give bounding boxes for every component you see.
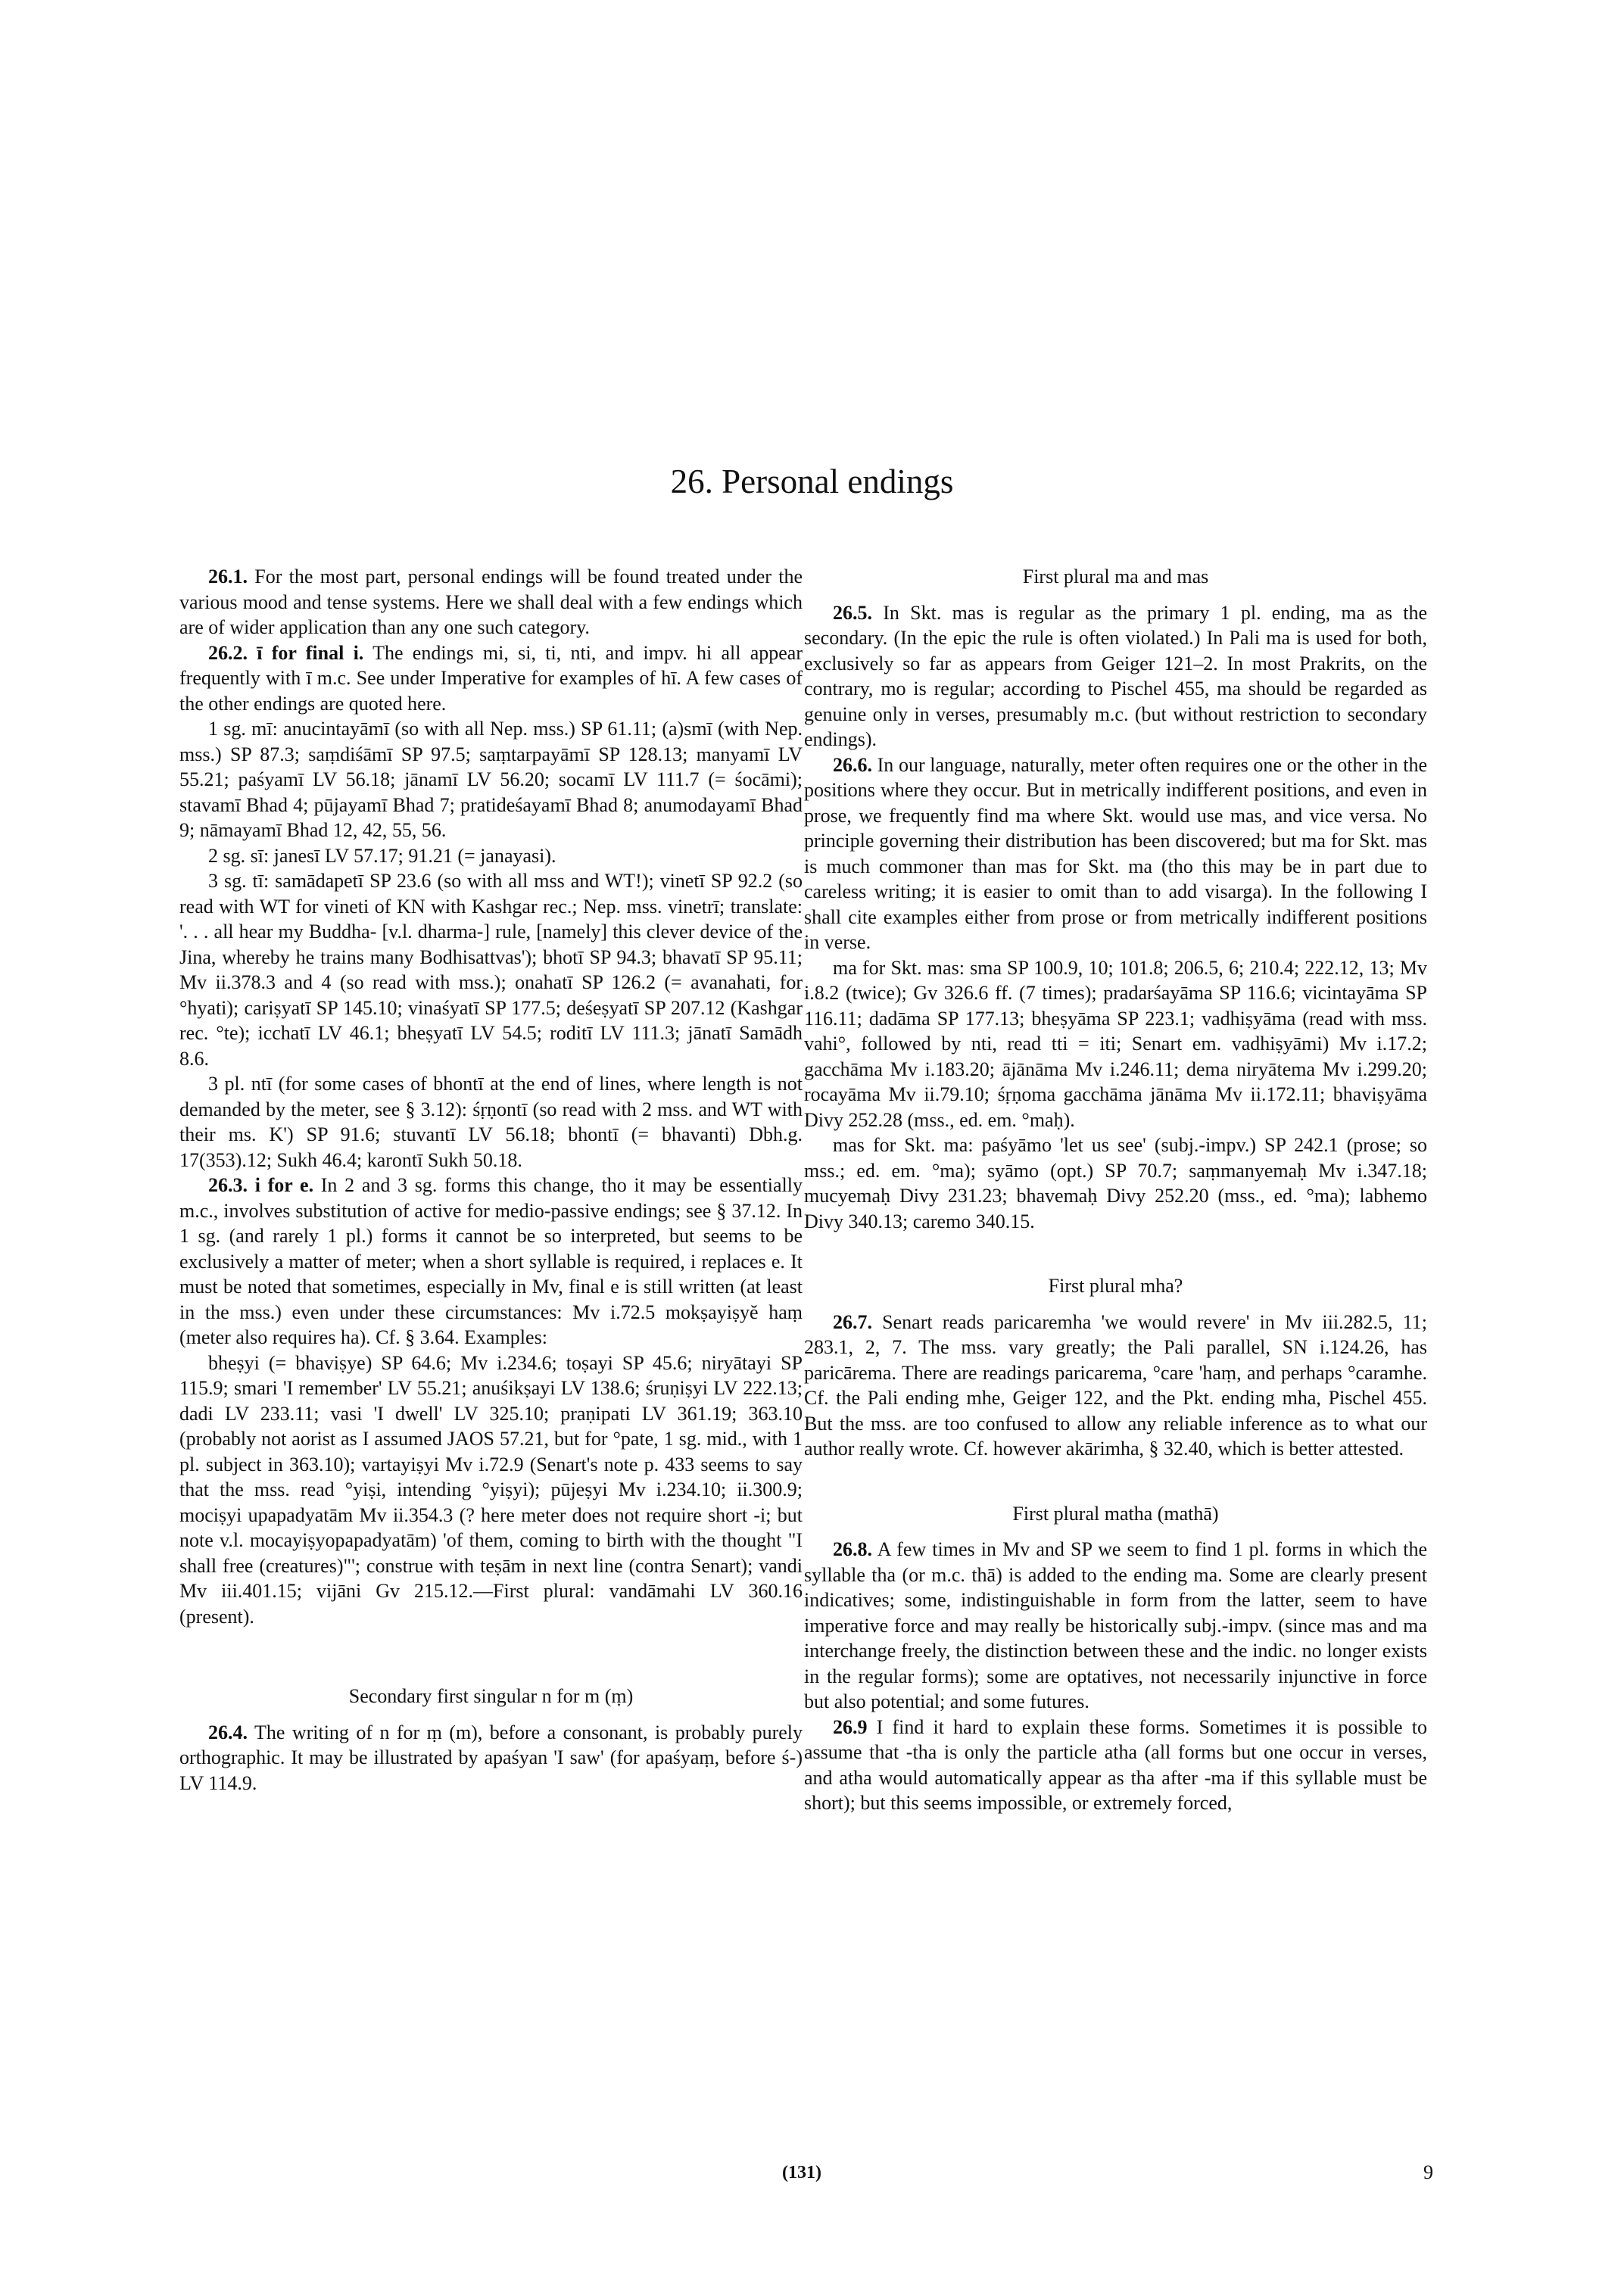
paragraph-text: The endings mi, si, ti, nti, and impv. hi all appear frequently with ī m.c. See under Imperative for examples of hī. A few cases of the other endings are quoted here. [179,641,803,715]
section-number: 26.1. [208,565,248,587]
page-number: (131) [782,2163,821,2182]
examples-mas-for-ma: mas for Skt. ma: paśyāmo 'let us see' (subj.-impv.) SP 242.1 (prose; so mss.; ed. em. °ma); syāmo (opt.) SP 70.7; saṃmanyemaḥ Mv i.347.18; mucyemaḥ Divy 231.23; bhavemaḥ Divy 252.20 (mss., ed. °ma); labhemo Divy 340.13; caremo 340.15. [804,1134,1427,1232]
section-number: 26.8. [833,1538,872,1560]
right-column [804,564,1427,1816]
section-number: 26.7. [833,1310,872,1333]
heading-first-plural-mha: First plural mha? [1048,1275,1183,1297]
paragraph-26-7 [804,1310,1427,1462]
examples-i-for-e: bheṣyi (= bhaviṣye) SP 64.6; Mv i.234.6; toṣayi SP 45.6; niryātayi SP 115.9; smari 'I remember' LV 55.21; anuśikṣayi LV 138.6; śruṇiṣyi LV 222.13; dadi LV 233.11; vasi 'I dwell' LV 325.10; praṇipati LV 361.19; 363.10 (probably not aorist as I assumed JAOS 57.21, but for °pate, 1 sg. mid., with 1 pl. subject in 363.10); vartayiṣyi Mv i.72.9 (Senart's note p. 433 seems to say that the mss. read °yiṣi, intending °yiṣyi); pūjeṣyi Mv i.234.10; ii.300.9; mociṣyi upapadyatām Mv ii.354.3 (? here meter does not require short -i; but note v.l. mocayiṣyopapadyatām) 'of them, coming to birth with the thought "I shall free (creatures)"'; construe with teṣām in next line (contra Senart); vandi Mv iii.401.15; vijāni Gv 215.12.—First plural: vandāmahi LV 360.16 (present). [179,1351,803,1628]
paragraph-26-2 [179,640,803,717]
paragraph-text: The writing of n for ṃ (m), before a consonant, is probably purely orthographic. It may be illustrated by apaśyan 'I saw' (for apaśyaṃ, before ś-) LV 114.9. [179,1721,803,1794]
section-number: 26.3. i for e. [208,1174,314,1196]
heading-first-plural-matha: First plural matha (mathā) [1012,1502,1219,1525]
left-column [179,564,803,1796]
section-number: 26.4. [208,1721,248,1743]
paragraph-26-4 [179,1720,803,1796]
paragraph-text: I find it hard to explain these forms. Sometimes it is possible to assume that -tha is only the particle atha (all forms but one occur in verses, and atha would automatically appear as tha after -ma if this syllable must be short); but this seems impossible, or extremely forced, [804,1715,1427,1814]
paragraph-text: For the most part, personal endings will be found treated under the various mood and tense systems. Here we shall deal with a few endings which are of wider application than any one such category. [179,565,803,638]
paragraph-text: In 2 and 3 sg. forms this change, tho it may be essentially m.c., involves substitution of active for medio-passive endings; see § 37.12. In 1 sg. (and rarely 1 pl.) forms it cannot be so interpreted, but seems to be exclusively a matter of meter; when a short syllable is required, i replaces e. It must be noted that sometimes, especially in Mv, final e is still written (at least in the mss.) even under these circumstances: Mv i.72.5 mokṣayiṣyĕ haṃ (meter also requires ha). Cf. § 3.64. Examples: [179,1174,803,1348]
heading-first-plural-ma-mas: First plural ma and mas [1022,565,1209,587]
heading-secondary-first-singular: Secondary first singular n for m (ṃ) [348,1685,634,1707]
section-number: 26.5. [833,601,872,624]
section-number: 26.2. ī for final i. [208,641,364,664]
paragraph-text: In our language, naturally, meter often requires one or the other in the positions where they occur. But in metrically indifferent positions, and even in prose, we frequently find ma where Skt. would use mas, and vice versa. No principle governing their distribution has been discovered; but ma for Skt. mas is much commoner than mas for Skt. ma (tho this may be in part due to careless writing; it is easier to omit than to add visarga). In the following I shall cite examples either from prose or from metrically indifferent positions in verse. [804,753,1427,953]
paragraph-26-8 [804,1537,1427,1715]
paragraph-26-3 [179,1173,803,1351]
paragraph-text: In Skt. mas is regular as the primary 1 pl. ending, ma as the secondary. (In the epic the rule is often violated.) In Pali ma is used for both, exclusively so far as appears from Geiger 121–2. In most Prakrits, on the contrary, mo is regular; according to Pischel 455, ma should be regarded as genuine only in verses, presumably m.c. (but without restriction to secondary endings). [804,601,1427,750]
paragraph-text: Senart reads paricaremha 'we would revere' in Mv iii.282.5, 11; 283.1, 2, 7. The mss. vary greatly; the Pali parallel, SN i.124.26, has paricārema. There are readings paricarema, °care 'haṃ, and perhaps °caramhe. Cf. the Pali ending mhe, Geiger 122, and the Pkt. ending mha, Pischel 455. But the mss. are too confused to allow any reliable inference as to what our author really wrote. Cf. however akārimha, § 32.40, which is better attested. [804,1310,1427,1460]
chapter-title: 26. Personal endings [670,463,954,500]
paragraph-26-5 [804,600,1427,752]
paragraph-26-6 [804,752,1427,955]
section-number: 26.6. [833,753,872,776]
paragraph-26-9 [804,1715,1427,1816]
example-3-pl: 3 pl. ntī (for some cases of bhontī at the end of lines, where length is not demanded by the meter, see § 3.12): śṛṇontī (so read with 2 mss. and WT with their ms. K') SP 91.6; stuvantī LV 56.18; bhontī (= bhavanti) Dbh.g. 17(353).12; Sukh 46.4; karontī Sukh 50.18. [179,1073,803,1171]
example-1-sg: 1 sg. mī: anucintayāmī (so with all Nep. mss.) SP 61.11; (a)smī (with Nep. mss.) SP 87.3; saṃdiśāmī SP 97.5; saṃtarpayāmī SP 128.13; manyamī LV 55.21; paśyamī LV 56.18; jānamī LV 56.20; socamī LV 111.7 (= śocāmi); stavamī Bhad 4; pūjayamī Bhad 7; pratideśayamī Bhad 8; anumodayamī Bhad 9; nāmayamī Bhad 12, 42, 55, 56. [179,718,803,841]
paragraph-26-1 [179,564,803,640]
example-2-sg: 2 sg. sī: janesī LV 57.17; 91.21 (= janayasi). [208,844,556,867]
signature-mark: 9 [1423,2161,1433,2183]
examples-ma-for-mas: ma for Skt. mas: sma SP 100.9, 10; 101.8; 206.5, 6; 210.4; 222.12, 13; Mv i.8.2 (twice); Gv 326.6 ff. (7 times); pradarśayāma SP 116.6; vicintayāma SP 116.11; dadāma SP 177.13; bheṣyāma SP 223.1; vadhiṣyāma (read with mss. vahi°, followed by nti, read tti = iti; Senart em. vadhiṣyāmi) Mv i.17.2; gacchāma Mv i.183.20; ājānāma Mv i.246.11; dema niryātema Mv i.299.20; rocayāma Mv ii.79.10; śṛṇoma gacchāma jānāma Mv ii.172.11; bhaviṣyāma Divy 252.28 (mss., ed. em. °maḥ). [804,956,1427,1131]
example-3-sg: 3 sg. tī: samādapetī SP 23.6 (so with all mss and WT!); vinetī SP 92.2 (so read with WT for vineti of KN with Kashgar rec.; Nep. mss. vinetrī; translate: '. . . all hear my Buddha- [v.l. dharma-] rule, [namely] this clever device of the Jina, whereby he trains many Bodhisattvas'); bhotī SP 94.3; bhavatī SP 95.11; Mv ii.378.3 and 4 (so read with mss.); onahatī SP 126.2 (= avanahati, for °hyati); cariṣyatī SP 145.10; vinaśyatī SP 177.5; deśeṣyatī SP 207.12 (Kashgar rec. °te); icchatī LV 46.1; bheṣyatī LV 54.5; roditī LV 111.3; jānatī Samādh 8.6. [179,870,803,1070]
section-number: 26.9 [833,1715,868,1738]
paragraph-text: A few times in Mv and SP we seem to find 1 pl. forms in which the syllable tha (or m.c. thā) is added to the ending ma. Some are clearly present indicatives; some, indistinguishable in form from the latter, seem to have imperative force and may really be historically subj.-impv. (since mas and ma interchange freely, the distinction between these and the indic. no longer exists in the regular forms); some are optatives, not necessarily injunctive in force but also potential; and some futures. [804,1538,1427,1712]
